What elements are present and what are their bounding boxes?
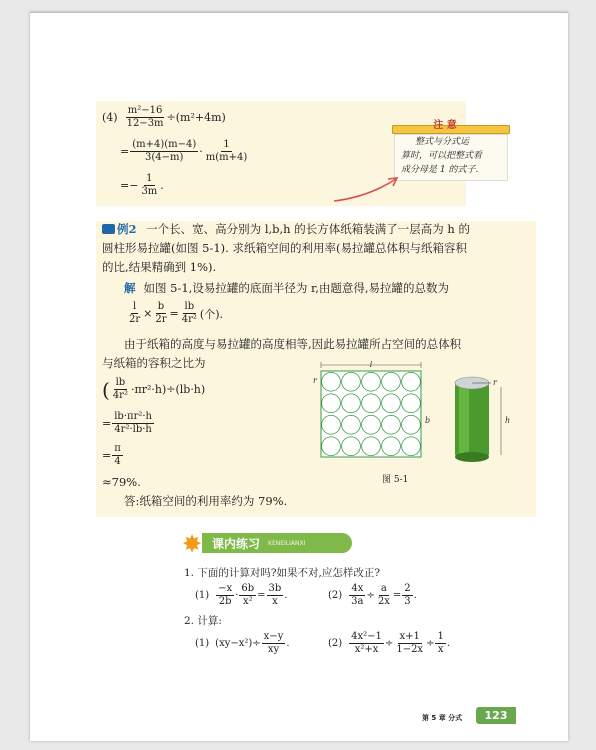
note-box: 整式与分式运 算时，可以把整式看 成分母是 1 的式子. [394,134,508,181]
q1a: (1) $\frac{-x}{2b}$ · $\frac{6b}{\text{x²}}$ = $\frac{3b}{x}$ . [195,583,288,607]
fig-label-r: r [313,376,317,385]
q2a: (1) (xy−x²)÷ $\frac{x-y}{xy}$ . [195,631,290,655]
p4-line1: (4) $\frac{\text{m²−16}}{12-3m}$ ÷(m²+4m) [102,105,226,129]
fig-label-l: l [369,361,373,369]
sol-expr2: = $\frac{\text{lb·πr²·h}}{\text{4r²·lb·h}}$ [102,411,152,435]
star-icon: ✸ [182,530,203,558]
q2b: (2) $\frac{\text{4x²−1}}{\text{x²+x}}$ ÷ $\frac{x+1}{1-2x}$ ÷ $\frac{1}{x}$ . [328,631,451,655]
sol-approx: ≈79%. [102,475,141,489]
fig-label-can-r: r [493,378,497,387]
example-icon [102,224,115,234]
sol-count-formula: $\frac{l}{2r}$ × $\frac{b}{2r}$ = $\frac{lb}{\text{4r²}}$ (个). [129,301,223,325]
practice-subtitle: KENEILIANXI [268,539,306,547]
ex2-line2: 圆柱形易拉罐(如图 5-1). 求纸箱空间的利用率(易拉罐总体积与纸箱容积 [102,241,467,255]
q2-text: 2. 计算: [184,615,222,627]
textbook-page [30,12,568,741]
ex2-label: 例2 [117,222,137,236]
practice-tab [202,533,352,553]
sol-label: 解 [124,281,136,295]
sol-answer: 答:纸箱空间的利用率约为 79%. [124,494,288,508]
p4-line2: = $\frac{(m+4)(m-4)}{3(4-m)}$ · $\frac{1}{m(m+4)}$ [120,139,248,163]
p4-frac4: $\frac{1}{3m}$ [141,173,158,197]
sol-line2: 由于纸箱的高度与易拉罐的高度相等,因此易拉罐所占空间的总体积 [124,337,462,351]
p4-frac3: $\frac{1}{m(m+4)}$ [205,139,248,163]
footer-chapter: 第 5 章 分式 [422,714,463,722]
note-title: 注 意 [433,120,457,131]
page-number-tab [476,707,516,724]
sol-expr1: ( $\frac{lb}{\text{4r²}}$ ·πr²·h )÷(lb·h) [102,377,206,402]
ex2-line3: 的比,结果精确到 1%). [102,260,217,274]
practice-title: 课内练习 [212,536,261,551]
fig-label-b: b [425,416,431,425]
q1-text: 1. 下面的计算对吗?如果不对,应怎样改正? [184,567,380,579]
p4-frac2: $\frac{(m+4)(m-4)}{3(4-m)}$ [132,139,197,163]
figure-caption: 图 5-1 [382,475,409,485]
ex2-line1: 例2 一个长、宽、高分别为 l,b,h 的长方体纸箱装满了一层高为 h 的 [102,220,470,239]
fig-label-h: h [505,416,511,425]
sol-expr3: = $\frac{\pi}{4}$ [102,443,121,467]
p4-frac1: $\frac{\text{m²−16}}{12-3m}$ [126,105,164,129]
p4-label: (4) [102,111,118,124]
sol-line3: 与纸箱的容积之比为 [102,356,206,370]
q1b: (2) $\frac{4x}{3a}$ ÷ $\frac{a}{2x}$ = $\frac{2}{3}$ . [328,583,417,607]
figure-5-1 [313,361,518,469]
p4-line3: =− $\frac{1}{3m}$ . [120,173,164,197]
page-number: 123 [484,709,508,722]
arrow-icon [330,173,402,205]
sol-line1: 解 如图 5-1,设易拉罐的底面半径为 r,由题意得,易拉罐的总数为 [124,281,450,295]
